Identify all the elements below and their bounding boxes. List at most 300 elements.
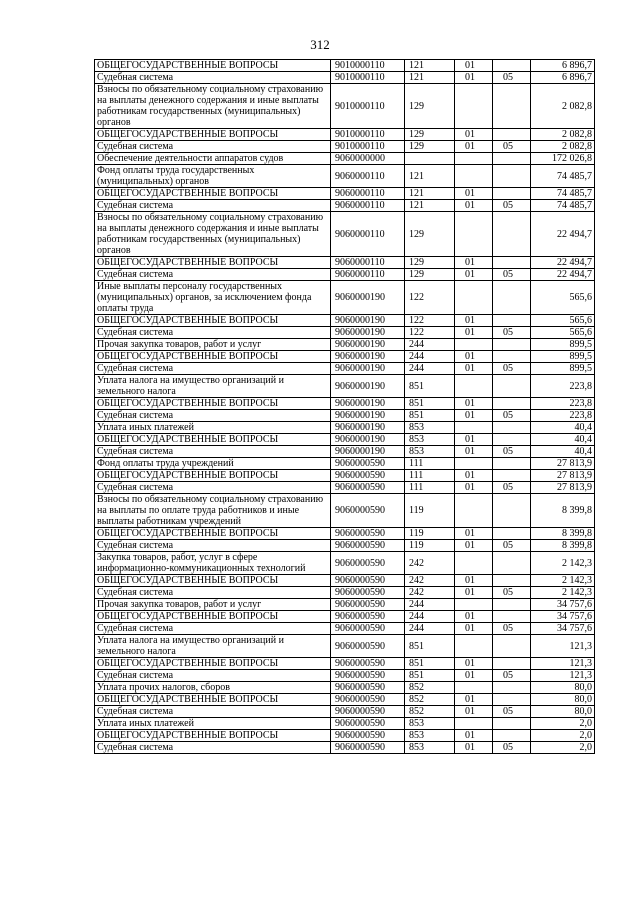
row-name-cell: Уплата иных платежей [95, 422, 331, 434]
row-rz-cell: 01 [455, 694, 493, 706]
row-vr-cell: 122 [405, 315, 455, 327]
row-pr-cell [493, 315, 531, 327]
row-rz-cell [455, 458, 493, 470]
table-row [95, 670, 595, 682]
table-row [95, 363, 595, 375]
row-pr-cell [493, 398, 531, 410]
table-row [95, 458, 595, 470]
table-row [95, 718, 595, 730]
row-name-cell: Взносы по обязательному социальному страхованию на выплаты денежного содержания и иные выплаты работникам государственных (муниципальных) органов [95, 212, 331, 257]
row-name-cell: Фонд оплаты труда государственных (муниципальных) органов [95, 165, 331, 188]
table-row [95, 611, 595, 623]
row-csr-cell: 9060000590 [331, 635, 405, 658]
row-csr-cell: 9060000590 [331, 458, 405, 470]
row-vr-cell: 851 [405, 410, 455, 422]
row-pr-cell: 05 [493, 327, 531, 339]
row-csr-cell: 9060000590 [331, 694, 405, 706]
table-row [95, 706, 595, 718]
row-pr-cell [493, 375, 531, 398]
row-pr-cell: 05 [493, 269, 531, 281]
row-sum-cell: 8 399,8 [531, 494, 595, 528]
row-rz-cell: 01 [455, 670, 493, 682]
row-rz-cell: 01 [455, 587, 493, 599]
row-sum-cell: 565,6 [531, 315, 595, 327]
row-pr-cell [493, 494, 531, 528]
row-csr-cell: 9060000190 [331, 315, 405, 327]
row-rz-cell: 01 [455, 742, 493, 754]
row-pr-cell [493, 165, 531, 188]
table-row [95, 375, 595, 398]
row-vr-cell: 244 [405, 623, 455, 635]
row-sum-cell: 899,5 [531, 339, 595, 351]
table-row [95, 60, 595, 72]
row-name-cell: ОБЩЕГОСУДАРСТВЕННЫЕ ВОПРОСЫ [95, 257, 331, 269]
row-vr-cell: 244 [405, 363, 455, 375]
row-name-cell: ОБЩЕГОСУДАРСТВЕННЫЕ ВОПРОСЫ [95, 470, 331, 482]
row-csr-cell: 9060000190 [331, 351, 405, 363]
table-row [95, 315, 595, 327]
row-sum-cell: 2,0 [531, 742, 595, 754]
row-vr-cell: 851 [405, 658, 455, 670]
row-vr-cell: 121 [405, 60, 455, 72]
row-name-cell: ОБЩЕГОСУДАРСТВЕННЫЕ ВОПРОСЫ [95, 730, 331, 742]
row-csr-cell: 9060000590 [331, 718, 405, 730]
row-rz-cell [455, 599, 493, 611]
table-row [95, 470, 595, 482]
row-rz-cell: 01 [455, 410, 493, 422]
row-sum-cell: 899,5 [531, 351, 595, 363]
table-row [95, 575, 595, 587]
row-rz-cell [455, 212, 493, 257]
table-row [95, 165, 595, 188]
row-sum-cell: 80,0 [531, 694, 595, 706]
row-csr-cell: 9010000110 [331, 60, 405, 72]
row-pr-cell: 05 [493, 410, 531, 422]
row-vr-cell: 121 [405, 188, 455, 200]
row-sum-cell: 74 485,7 [531, 188, 595, 200]
row-sum-cell: 223,8 [531, 375, 595, 398]
row-sum-cell: 22 494,7 [531, 212, 595, 257]
row-name-cell: Прочая закупка товаров, работ и услуг [95, 339, 331, 351]
row-vr-cell: 111 [405, 470, 455, 482]
row-vr-cell: 244 [405, 599, 455, 611]
row-csr-cell: 9060000590 [331, 611, 405, 623]
row-rz-cell: 01 [455, 315, 493, 327]
row-csr-cell: 9010000110 [331, 129, 405, 141]
table-row [95, 339, 595, 351]
row-vr-cell: 121 [405, 165, 455, 188]
row-rz-cell: 01 [455, 446, 493, 458]
row-name-cell: Обеспечение деятельности аппаратов судов [95, 153, 331, 165]
row-rz-cell: 01 [455, 188, 493, 200]
row-sum-cell: 223,8 [531, 398, 595, 410]
row-csr-cell: 9060000590 [331, 575, 405, 587]
row-pr-cell [493, 281, 531, 315]
row-rz-cell: 01 [455, 269, 493, 281]
row-name-cell: Иные выплаты персоналу государственных (муниципальных) органов, за исключением фонда оплаты труда [95, 281, 331, 315]
row-sum-cell: 40,4 [531, 434, 595, 446]
table-row [95, 410, 595, 422]
row-sum-cell: 34 757,6 [531, 599, 595, 611]
table-row [95, 200, 595, 212]
row-pr-cell [493, 694, 531, 706]
table-row [95, 72, 595, 84]
row-pr-cell [493, 153, 531, 165]
row-rz-cell [455, 165, 493, 188]
table-row [95, 694, 595, 706]
row-sum-cell: 565,6 [531, 327, 595, 339]
table-row [95, 635, 595, 658]
row-pr-cell: 05 [493, 482, 531, 494]
row-vr-cell: 852 [405, 682, 455, 694]
row-sum-cell: 121,3 [531, 670, 595, 682]
table-row [95, 281, 595, 315]
row-name-cell: Судебная система [95, 587, 331, 599]
row-vr-cell: 244 [405, 611, 455, 623]
row-pr-cell [493, 611, 531, 623]
row-pr-cell: 05 [493, 72, 531, 84]
row-csr-cell: 9060000110 [331, 212, 405, 257]
row-sum-cell: 2 142,3 [531, 552, 595, 575]
row-vr-cell [405, 153, 455, 165]
budget-table [94, 59, 595, 754]
row-sum-cell: 2 082,8 [531, 84, 595, 129]
row-csr-cell: 9060000590 [331, 599, 405, 611]
row-csr-cell: 9060000110 [331, 200, 405, 212]
row-sum-cell: 2,0 [531, 730, 595, 742]
row-pr-cell: 05 [493, 363, 531, 375]
row-name-cell: Судебная система [95, 706, 331, 718]
row-vr-cell: 122 [405, 327, 455, 339]
table-row [95, 682, 595, 694]
row-csr-cell: 9060000590 [331, 540, 405, 552]
row-csr-cell: 9060000190 [331, 327, 405, 339]
row-sum-cell: 2 082,8 [531, 141, 595, 153]
page-number: 312 [310, 37, 330, 52]
row-sum-cell: 121,3 [531, 635, 595, 658]
row-csr-cell: 9060000110 [331, 269, 405, 281]
row-csr-cell: 9060000590 [331, 623, 405, 635]
table-row [95, 587, 595, 599]
row-name-cell: Взносы по обязательному социальному страхованию на выплаты по оплате труда работников и иные выплаты работникам учреждений [95, 494, 331, 528]
row-rz-cell [455, 84, 493, 129]
budget-table-body [95, 60, 595, 754]
row-vr-cell: 121 [405, 200, 455, 212]
row-pr-cell [493, 552, 531, 575]
row-rz-cell: 01 [455, 730, 493, 742]
row-sum-cell: 899,5 [531, 363, 595, 375]
row-rz-cell [455, 635, 493, 658]
row-vr-cell: 851 [405, 670, 455, 682]
row-csr-cell: 9060000590 [331, 528, 405, 540]
table-row [95, 212, 595, 257]
row-name-cell: ОБЩЕГОСУДАРСТВЕННЫЕ ВОПРОСЫ [95, 129, 331, 141]
row-sum-cell: 172 026,8 [531, 153, 595, 165]
row-name-cell: Закупка товаров, работ, услуг в сфере информационно-коммуникационных технологий [95, 552, 331, 575]
row-name-cell: ОБЩЕГОСУДАРСТВЕННЫЕ ВОПРОСЫ [95, 315, 331, 327]
row-pr-cell: 05 [493, 587, 531, 599]
row-sum-cell: 34 757,6 [531, 611, 595, 623]
row-rz-cell: 01 [455, 60, 493, 72]
row-vr-cell: 853 [405, 718, 455, 730]
row-rz-cell [455, 494, 493, 528]
table-row [95, 494, 595, 528]
table-row [95, 434, 595, 446]
row-vr-cell: 122 [405, 281, 455, 315]
row-name-cell: Уплата налога на имущество организаций и земельного налога [95, 635, 331, 658]
row-sum-cell: 565,6 [531, 281, 595, 315]
row-rz-cell: 01 [455, 623, 493, 635]
row-rz-cell [455, 422, 493, 434]
row-name-cell: ОБЩЕГОСУДАРСТВЕННЫЕ ВОПРОСЫ [95, 575, 331, 587]
row-name-cell: Уплата иных платежей [95, 718, 331, 730]
row-name-cell: ОБЩЕГОСУДАРСТВЕННЫЕ ВОПРОСЫ [95, 528, 331, 540]
row-pr-cell: 05 [493, 141, 531, 153]
table-row [95, 528, 595, 540]
row-name-cell: ОБЩЕГОСУДАРСТВЕННЫЕ ВОПРОСЫ [95, 694, 331, 706]
row-pr-cell [493, 60, 531, 72]
table-row [95, 730, 595, 742]
row-csr-cell: 9060000190 [331, 398, 405, 410]
row-pr-cell: 05 [493, 706, 531, 718]
row-vr-cell: 242 [405, 552, 455, 575]
row-rz-cell [455, 552, 493, 575]
row-name-cell: Судебная система [95, 623, 331, 635]
row-rz-cell: 01 [455, 72, 493, 84]
row-vr-cell: 121 [405, 72, 455, 84]
row-csr-cell: 9060000110 [331, 188, 405, 200]
row-csr-cell: 9060000590 [331, 682, 405, 694]
row-name-cell: ОБЩЕГОСУДАРСТВЕННЫЕ ВОПРОСЫ [95, 188, 331, 200]
row-name-cell: Судебная система [95, 200, 331, 212]
row-pr-cell: 05 [493, 742, 531, 754]
row-vr-cell: 852 [405, 706, 455, 718]
row-sum-cell: 74 485,7 [531, 165, 595, 188]
row-pr-cell [493, 470, 531, 482]
row-pr-cell: 05 [493, 446, 531, 458]
row-csr-cell: 9060000590 [331, 587, 405, 599]
row-csr-cell: 9060000190 [331, 410, 405, 422]
row-rz-cell: 01 [455, 470, 493, 482]
row-csr-cell: 9060000190 [331, 375, 405, 398]
row-name-cell: Прочая закупка товаров, работ и услуг [95, 599, 331, 611]
row-name-cell: ОБЩЕГОСУДАРСТВЕННЫЕ ВОПРОСЫ [95, 658, 331, 670]
row-pr-cell [493, 599, 531, 611]
row-sum-cell: 22 494,7 [531, 269, 595, 281]
row-csr-cell: 9060000590 [331, 670, 405, 682]
row-pr-cell: 05 [493, 200, 531, 212]
row-rz-cell: 01 [455, 327, 493, 339]
table-row [95, 422, 595, 434]
table-row [95, 446, 595, 458]
row-vr-cell: 244 [405, 351, 455, 363]
row-sum-cell: 2,0 [531, 718, 595, 730]
row-vr-cell: 853 [405, 422, 455, 434]
row-vr-cell: 129 [405, 141, 455, 153]
row-rz-cell [455, 718, 493, 730]
row-vr-cell: 853 [405, 730, 455, 742]
row-csr-cell: 9010000110 [331, 141, 405, 153]
table-row [95, 398, 595, 410]
row-rz-cell: 01 [455, 351, 493, 363]
row-sum-cell: 6 896,7 [531, 72, 595, 84]
row-rz-cell [455, 153, 493, 165]
row-vr-cell: 119 [405, 528, 455, 540]
table-row [95, 257, 595, 269]
row-vr-cell: 129 [405, 257, 455, 269]
row-sum-cell: 121,3 [531, 658, 595, 670]
row-pr-cell [493, 718, 531, 730]
row-pr-cell [493, 434, 531, 446]
row-pr-cell [493, 422, 531, 434]
table-row [95, 141, 595, 153]
row-rz-cell: 01 [455, 540, 493, 552]
row-csr-cell: 9060000590 [331, 494, 405, 528]
row-vr-cell: 851 [405, 375, 455, 398]
row-csr-cell: 9060000190 [331, 363, 405, 375]
row-name-cell: Судебная система [95, 540, 331, 552]
row-csr-cell: 9060000590 [331, 742, 405, 754]
row-rz-cell: 01 [455, 434, 493, 446]
row-name-cell: Судебная система [95, 327, 331, 339]
row-pr-cell [493, 188, 531, 200]
row-sum-cell: 27 813,9 [531, 458, 595, 470]
row-vr-cell: 851 [405, 398, 455, 410]
row-csr-cell: 9060000190 [331, 446, 405, 458]
row-rz-cell: 01 [455, 658, 493, 670]
row-csr-cell: 9060000590 [331, 706, 405, 718]
table-row [95, 552, 595, 575]
row-vr-cell: 119 [405, 540, 455, 552]
row-sum-cell: 22 494,7 [531, 257, 595, 269]
row-sum-cell: 34 757,6 [531, 623, 595, 635]
row-csr-cell: 9060000190 [331, 339, 405, 351]
row-rz-cell: 01 [455, 611, 493, 623]
row-vr-cell: 129 [405, 129, 455, 141]
row-sum-cell: 40,4 [531, 422, 595, 434]
row-csr-cell: 9060000190 [331, 422, 405, 434]
row-rz-cell: 01 [455, 257, 493, 269]
row-vr-cell: 111 [405, 458, 455, 470]
row-rz-cell: 01 [455, 363, 493, 375]
row-vr-cell: 851 [405, 635, 455, 658]
row-name-cell: Уплата налога на имущество организаций и земельного налога [95, 375, 331, 398]
row-rz-cell: 01 [455, 528, 493, 540]
table-row [95, 623, 595, 635]
row-csr-cell: 9060000590 [331, 482, 405, 494]
row-pr-cell [493, 658, 531, 670]
row-rz-cell [455, 339, 493, 351]
row-pr-cell [493, 212, 531, 257]
table-row [95, 482, 595, 494]
row-name-cell: Судебная система [95, 72, 331, 84]
row-pr-cell [493, 129, 531, 141]
row-sum-cell: 2 142,3 [531, 587, 595, 599]
row-csr-cell: 9060000590 [331, 658, 405, 670]
table-row [95, 599, 595, 611]
row-pr-cell [493, 339, 531, 351]
row-vr-cell: 129 [405, 212, 455, 257]
row-sum-cell: 2 082,8 [531, 129, 595, 141]
row-sum-cell: 27 813,9 [531, 470, 595, 482]
row-rz-cell [455, 375, 493, 398]
row-csr-cell: 9060000590 [331, 552, 405, 575]
row-csr-cell: 9060000190 [331, 281, 405, 315]
row-name-cell: Судебная система [95, 141, 331, 153]
row-name-cell: Судебная система [95, 363, 331, 375]
row-vr-cell: 853 [405, 742, 455, 754]
row-sum-cell: 74 485,7 [531, 200, 595, 212]
table-row [95, 540, 595, 552]
row-name-cell: ОБЩЕГОСУДАРСТВЕННЫЕ ВОПРОСЫ [95, 351, 331, 363]
row-sum-cell: 6 896,7 [531, 60, 595, 72]
row-rz-cell: 01 [455, 129, 493, 141]
row-vr-cell: 119 [405, 494, 455, 528]
row-vr-cell: 244 [405, 339, 455, 351]
row-name-cell: Судебная система [95, 410, 331, 422]
row-name-cell: Судебная система [95, 670, 331, 682]
row-name-cell: Судебная система [95, 269, 331, 281]
row-pr-cell [493, 84, 531, 129]
row-sum-cell: 40,4 [531, 446, 595, 458]
table-row [95, 269, 595, 281]
row-name-cell: Взносы по обязательному социальному страхованию на выплаты денежного содержания и иные выплаты работникам государственных (муниципальных) органов [95, 84, 331, 129]
row-rz-cell [455, 281, 493, 315]
row-vr-cell: 129 [405, 269, 455, 281]
row-pr-cell [493, 257, 531, 269]
table-row [95, 742, 595, 754]
row-vr-cell: 853 [405, 446, 455, 458]
row-pr-cell: 05 [493, 670, 531, 682]
row-pr-cell [493, 635, 531, 658]
row-pr-cell [493, 730, 531, 742]
row-pr-cell: 05 [493, 540, 531, 552]
row-csr-cell: 9060000590 [331, 730, 405, 742]
row-csr-cell: 9010000110 [331, 72, 405, 84]
row-rz-cell: 01 [455, 200, 493, 212]
row-csr-cell: 9060000110 [331, 257, 405, 269]
row-csr-cell: 9060000000 [331, 153, 405, 165]
row-csr-cell: 9060000110 [331, 165, 405, 188]
row-sum-cell: 8 399,8 [531, 540, 595, 552]
row-sum-cell: 27 813,9 [531, 482, 595, 494]
row-sum-cell: 80,0 [531, 706, 595, 718]
table-row [95, 129, 595, 141]
row-name-cell: Судебная система [95, 482, 331, 494]
row-name-cell: Уплата прочих налогов, сборов [95, 682, 331, 694]
table-row [95, 84, 595, 129]
row-name-cell: ОБЩЕГОСУДАРСТВЕННЫЕ ВОПРОСЫ [95, 398, 331, 410]
row-rz-cell: 01 [455, 706, 493, 718]
row-pr-cell [493, 528, 531, 540]
row-vr-cell: 852 [405, 694, 455, 706]
row-csr-cell: 9010000110 [331, 84, 405, 129]
row-sum-cell: 80,0 [531, 682, 595, 694]
row-rz-cell [455, 682, 493, 694]
row-name-cell: Судебная система [95, 742, 331, 754]
table-row [95, 153, 595, 165]
row-name-cell: ОБЩЕГОСУДАРСТВЕННЫЕ ВОПРОСЫ [95, 60, 331, 72]
row-rz-cell: 01 [455, 141, 493, 153]
table-row [95, 351, 595, 363]
row-rz-cell: 01 [455, 575, 493, 587]
row-sum-cell: 8 399,8 [531, 528, 595, 540]
row-pr-cell [493, 458, 531, 470]
row-vr-cell: 242 [405, 575, 455, 587]
row-vr-cell: 129 [405, 84, 455, 129]
row-name-cell: Судебная система [95, 446, 331, 458]
row-name-cell: ОБЩЕГОСУДАРСТВЕННЫЕ ВОПРОСЫ [95, 611, 331, 623]
